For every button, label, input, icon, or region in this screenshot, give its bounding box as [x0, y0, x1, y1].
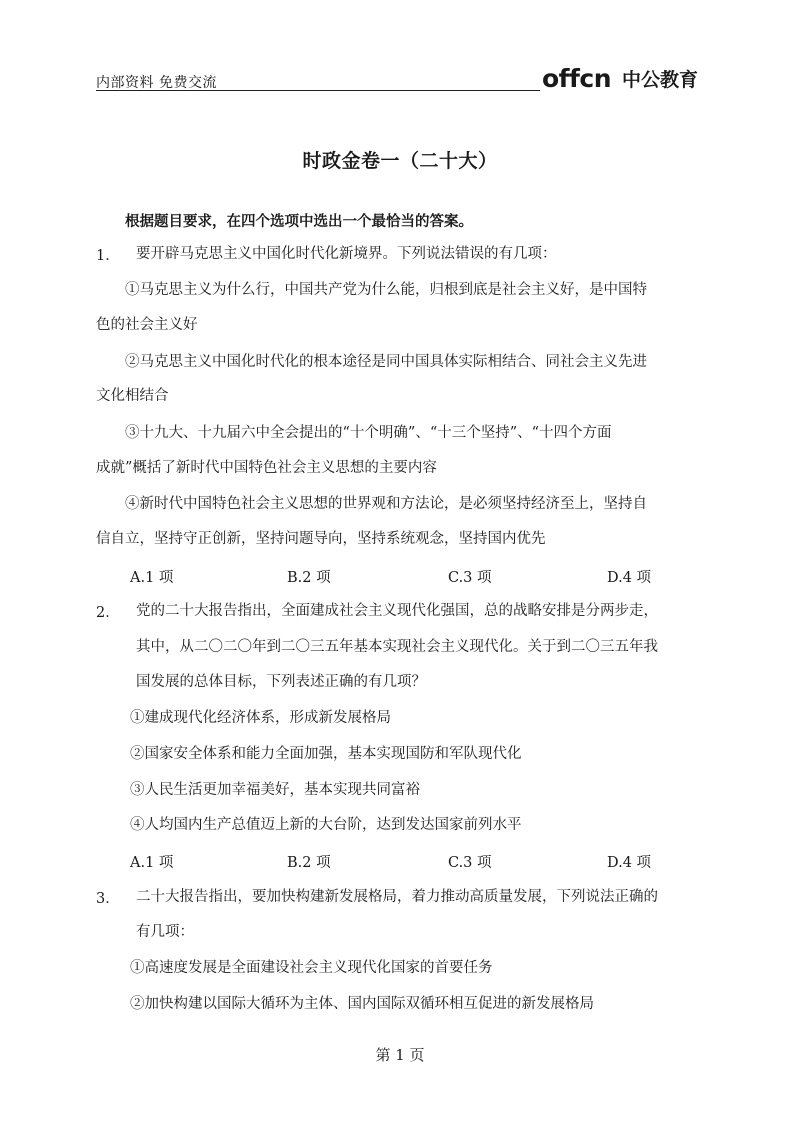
question-stem: 党的二十大报告指出，全面建成社会主义现代化强国，总的战略安排是分两步走， — [136, 603, 658, 619]
statement-line: ②加快构建以国际大循环为主体、国内国际双循环相互促进的新发展格局 — [130, 996, 594, 1012]
option-c: C.3 项 — [448, 570, 492, 586]
statement-line: ②国家安全体系和能力全面加强，基本实现国防和军队现代化 — [130, 746, 522, 762]
option-d: D.4 项 — [607, 570, 652, 586]
statement-line: ③十九大、十九届六中全会提出的“十个明确”、“十三个坚持”、“十四个方面 — [125, 425, 612, 441]
statement-line: 文化相结合 — [96, 388, 169, 404]
statement-line: ③人民生活更加幸福美好，基本实现共同富裕 — [130, 782, 420, 798]
statement-line: 成就”概括了新时代中国特色社会主义思想的主要内容 — [96, 460, 437, 476]
page-number: 第 1 页 — [375, 1046, 425, 1064]
question-stem: 有几项： — [136, 924, 194, 940]
page-header — [96, 60, 704, 96]
option-c: C.3 项 — [448, 855, 492, 871]
statement-line: ①马克思主义为什么行，中国共产党为什么能，归根到底是社会主义好，是中国特 — [125, 282, 647, 298]
option-b: B.2 项 — [287, 855, 331, 871]
statement-line: ①建成现代化经济体系，形成新发展格局 — [130, 710, 391, 726]
question-stem: 其中，从二〇二〇年到二〇三五年基本实现社会主义现代化。关于到二〇三五年我 — [136, 639, 658, 655]
question-stem: 二十大报告指出，要加快构建新发展格局，着力推动高质量发展，下列说法正确的 — [136, 889, 658, 905]
question-stem: 国发展的总体目标，下列表述正确的有几项？ — [136, 674, 426, 690]
question-number: 1． — [96, 248, 120, 264]
option-a: A.1 项 — [130, 570, 174, 586]
header-label: 内部资料 免费交流 — [96, 75, 217, 91]
statement-line: ②马克思主义中国化时代化的根本途径是同中国具体实际相结合、同社会主义先进 — [125, 354, 647, 370]
header-rule — [96, 90, 540, 91]
question-number: 2． — [96, 605, 120, 621]
statement-line: ①高速度发展是全面建设社会主义现代化国家的首要任务 — [130, 960, 493, 976]
statement-line: ④新时代中国特色社会主义思想的世界观和方法论，是必须坚持经济至上，坚持自 — [125, 496, 647, 512]
instruction: 根据题目要求，在四个选项中选出一个最恰当的答案。 — [125, 214, 473, 230]
option-b: B.2 项 — [287, 570, 331, 586]
option-a: A.1 项 — [130, 855, 174, 871]
svg-text:中公教育: 中公教育 — [622, 69, 699, 91]
option-d: D.4 项 — [607, 855, 652, 871]
offcn-logo — [542, 60, 704, 94]
statement-line: ④人均国内生产总值迈上新的大台阶，达到发达国家前列水平 — [130, 817, 522, 833]
statement-line: 色的社会主义好 — [96, 317, 198, 333]
question-number: 3． — [96, 891, 120, 907]
page-title: 时政金卷一（二十大） — [302, 150, 498, 172]
question-stem: 要开辟马克思主义中国化时代化新境界。下列说法错误的有几项： — [136, 246, 557, 262]
svg-text:offcn: offcn — [542, 64, 612, 93]
statement-line: 信自立，坚持守正创新，坚持问题导向，坚持系统观念，坚持国内优先 — [96, 531, 546, 547]
